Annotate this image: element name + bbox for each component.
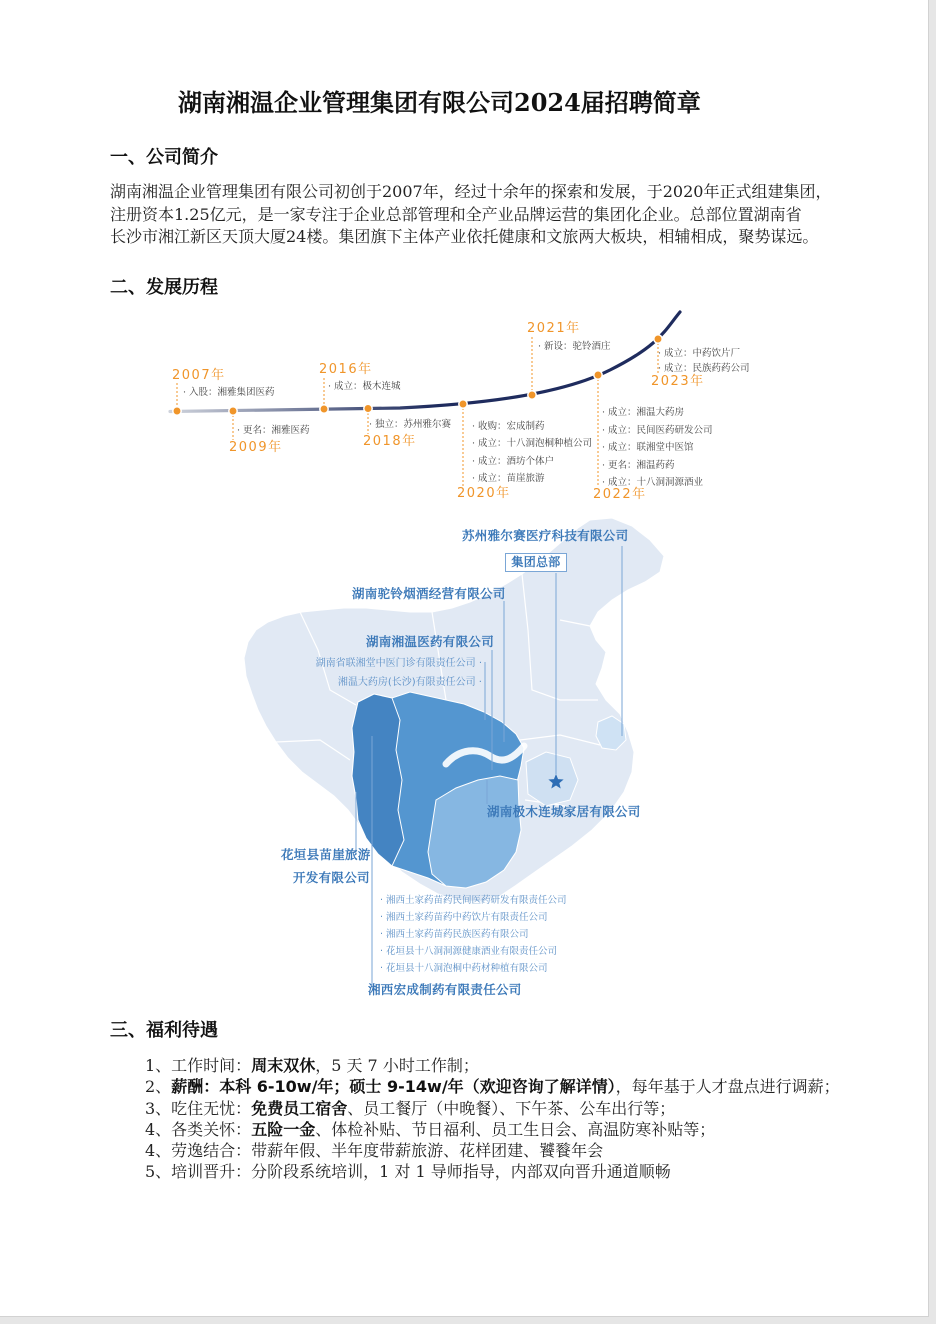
map-list-item: · 湘西土家药苗药中药饮片有限责任公司	[380, 912, 548, 923]
timeline-item: · 成立：民族药药公司	[658, 363, 750, 374]
map-list-item: · 花垣县十八洞洞源健康酒业有限责任公司	[380, 946, 558, 957]
timeline-year: 2021年	[527, 321, 581, 336]
timeline-item: · 成立：苗崖旅游	[472, 472, 545, 484]
timeline-year: 2016年	[319, 362, 373, 377]
timeline-item: · 成立：联湘堂中医馆	[602, 442, 694, 453]
xiangxi-region	[352, 694, 404, 866]
intro-line: 注册资本1.25亿元，是一家专注于企业总部管理和全产业品牌运营的集团化企业。总部位置湖南省	[110, 204, 802, 224]
benefit-highlight: 周末双休	[251, 1056, 316, 1075]
benefit-item	[145, 1119, 840, 1140]
timeline-items	[538, 341, 611, 353]
timeline-items	[183, 387, 275, 399]
timeline-dot-2007	[173, 407, 181, 415]
timeline-item: · 更名：湘温药药	[602, 459, 675, 471]
timeline-items	[602, 404, 713, 492]
timeline-year: 2018年	[363, 434, 417, 449]
benefit-text: 2、	[145, 1077, 172, 1097]
benefit-text: 4、劳逸结合：带薪年假、半年度带薪旅游、花样团建、饕餮年会	[145, 1141, 604, 1161]
timeline-year: 2009年	[229, 440, 283, 455]
timeline-year: 2020年	[457, 486, 511, 501]
timeline-item: · 成立：十八洞洞源酒业	[602, 477, 704, 488]
benefit-text: 3、吃住无忧：	[145, 1098, 252, 1118]
timeline-dot-2021	[528, 391, 536, 399]
timeline-item: · 更名：湘雅医药	[237, 425, 310, 436]
section-heading-benefits: 三、福利待遇	[110, 1020, 218, 1041]
benefit-highlight: 免费员工宿舍	[251, 1098, 348, 1118]
timeline-items	[658, 346, 750, 376]
document-title: 湖南湘温企业管理集团有限公司2024届招聘简章	[178, 88, 701, 117]
timeline-items	[328, 381, 401, 393]
benefits-list	[145, 1055, 840, 1183]
map-sublabel: 湖南省联湘堂中医门诊有限责任公司 ·	[315, 658, 482, 669]
timeline-items	[237, 425, 310, 437]
map-label-huayuan-tourism-1: 花垣县苗崖旅游	[281, 847, 371, 862]
timeline-item: · 收购：宏成制药	[472, 421, 545, 432]
map-list-item: · 花垣县十八洞泡桐中药材种植有限公司	[380, 963, 548, 974]
map-label-hongcheng: 湘西宏成制药有限责任公司	[368, 982, 522, 997]
map-label-jimu: 湖南极木连城家居有限公司	[487, 804, 641, 819]
benefit-highlight: 五险一金	[251, 1119, 316, 1139]
map-label-tuoling: 湖南驼铃烟酒经营有限公司	[352, 586, 506, 601]
timeline-year: 2023年	[651, 374, 705, 389]
intro-line: 湖南湘温企业管理集团有限公司初创于2007年，经过十余年的探索和发展，于2020年正式组建集团，	[110, 182, 832, 201]
timeline-item: · 成立：民间医药研发公司	[602, 424, 713, 436]
timeline-dot-2016	[320, 405, 328, 413]
benefit-item	[145, 1076, 840, 1097]
map-label-huayuan-tourism-2: 开发有限公司	[293, 870, 370, 885]
timeline-dot-2009	[229, 407, 237, 415]
benefit-item	[145, 1098, 840, 1119]
benefit-item	[145, 1055, 840, 1076]
timeline-dot-2020	[459, 400, 467, 408]
timeline-graphic	[0, 300, 928, 515]
benefit-highlight: 薪酬：本科 6-10w/年；硕士 9-14w/年（欢迎咨询了解详情）	[171, 1077, 616, 1097]
benefit-text: ，5 天 7 小时工作制；	[315, 1056, 479, 1075]
timeline-item: · 入股：湘雅集团医药	[183, 387, 275, 398]
intro-line: 长沙市湘江新区天顶大厦24楼。集团旗下主体产业依托健康和文旅两大板块，相辅相成，聚势谋远。	[110, 227, 819, 246]
timeline-items	[369, 419, 451, 431]
timeline-year: 2022年	[593, 487, 647, 502]
intro-paragraph	[110, 181, 831, 249]
timeline-item: · 新设：驼铃酒庄	[538, 341, 611, 352]
benefit-text: ，每年基于人才盘点进行调薪；	[615, 1077, 840, 1097]
timeline-item: · 成立：湘温大药房	[602, 407, 685, 418]
benefit-item	[145, 1140, 840, 1161]
benefit-item	[145, 1161, 840, 1182]
benefit-text: 5、培训晋升：分阶段系统培训，1 对 1 导师指导，内部双向晋升通道顺畅	[145, 1162, 671, 1182]
map-sublabel: 湘温大药房(长沙)有限责任公司 ·	[337, 677, 482, 688]
map-sublabels-xiangwen	[272, 654, 482, 692]
benefit-text: 1、工作时间：	[145, 1056, 252, 1075]
map-label-headquarters: 集团总部	[505, 553, 567, 572]
benefit-text: 、员工餐厅（中晚餐）、下午茶、公车出行等；	[347, 1098, 676, 1118]
map-list-item: · 湘西土家药苗药民族医药有限公司	[380, 929, 529, 940]
timeline-dot-2022	[594, 371, 602, 379]
map-label-suzhou: 苏州雅尔赛医疗科技有限公司	[462, 528, 629, 543]
section-heading-intro: 一、公司简介	[110, 147, 218, 168]
benefit-text: 4、各类关怀：	[145, 1119, 252, 1139]
timeline-item: · 独立：苏州雅尔赛	[369, 419, 452, 430]
timeline-dot-2023	[654, 335, 662, 343]
benefit-text: 、体检补贴、节日福利、员工生日会、高温防寒补贴等；	[315, 1119, 716, 1139]
timeline-item: · 成立：中药饮片厂	[658, 348, 741, 359]
headquarters-region	[526, 752, 578, 806]
map-label-xiangwen-pharma: 湖南湘温医药有限公司	[366, 634, 495, 649]
timeline-item: · 成立：酒坊个体户	[472, 455, 555, 467]
timeline-items	[472, 418, 592, 487]
map-list-xiangxi	[380, 892, 567, 977]
map-list-item: · 湘西土家药苗药民间医药研发有限责任公司	[380, 895, 567, 906]
timeline-item: · 成立：极木连城	[328, 381, 401, 392]
timeline-year: 2007年	[172, 368, 226, 383]
timeline-item: · 成立：十八洞泡桐种植公司	[472, 438, 593, 450]
section-heading-history: 二、发展历程	[110, 277, 218, 298]
timeline-dot-2018	[364, 404, 372, 412]
